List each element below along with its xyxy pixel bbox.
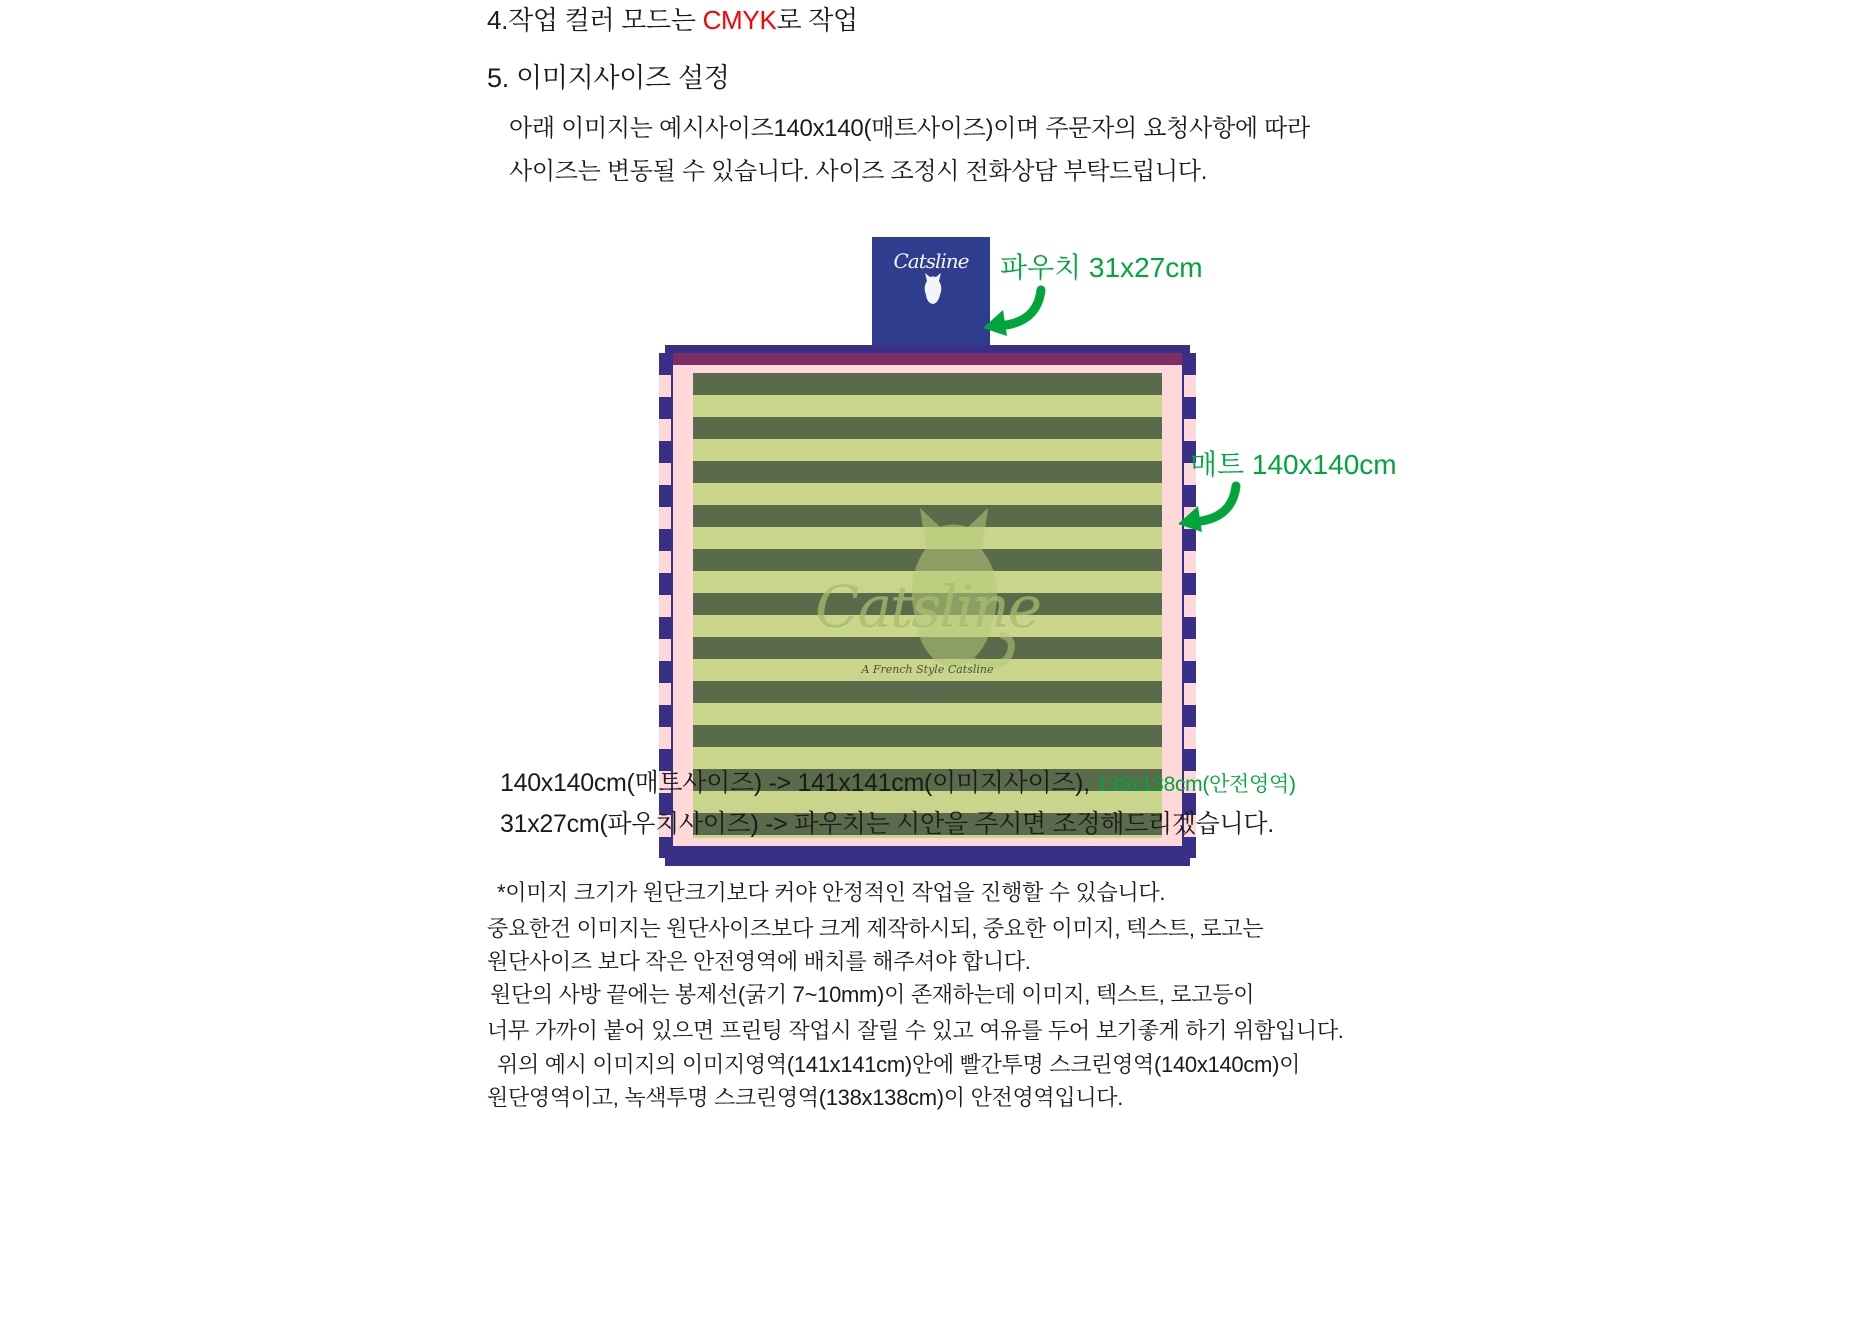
pouch-brand-logo: Catsline (893, 249, 969, 273)
note-line-1: *이미지 크기가 원단크기보다 커야 안정적인 작업을 진행할 수 있습니다. (497, 880, 1166, 905)
note-line-4: 원단의 사방 끝에는 봉제선(굵기 7~10mm)이 존재하는데 이미지, 텍스트, 로고등이 (490, 982, 1255, 1007)
arrow-to-pouch-icon (975, 284, 1047, 340)
size-line-mat-text: 140x140cm(매트사이즈) -> 141x141cm(이미지사이즈), (500, 769, 1097, 797)
note-line-6: 위의 예시 이미지의 이미지영역(141x141cm)안에 빨간투명 스크린영역(140x140cm)이 (497, 1052, 1301, 1077)
arrow-to-mat-icon (1170, 480, 1242, 536)
note-line-2: 중요한건 이미지는 원단사이즈보다 크게 제작하시되, 중요한 이미지, 텍스트, 로고는 (487, 916, 1264, 941)
size-line-mat (500, 763, 1296, 799)
item-4-highlight: CMYK (702, 5, 777, 35)
note-line-7: 원단영역이고, 녹색투명 스크린영역(138x138cm)이 안전영역입니다. (487, 1085, 1124, 1110)
size-line-safe-area: 138x138cm(안전영역) (1096, 773, 1296, 796)
instruction-item-5-desc-1: 아래 이미지는 예시사이즈140x140(매트사이즈)이며 주문자의 요청사항에 따라 (509, 115, 1310, 142)
item-4-suffix: 로 작업 (776, 5, 858, 35)
note-line-5: 너무 가까이 붙어 있으면 프린팅 작업시 잘릴 수 있고 여유를 두어 보기좋게 하기 위함입니다. (487, 1018, 1344, 1043)
mat-bottom-border-bar (673, 846, 1182, 858)
instruction-item-5-heading: 5. 이미지사이즈 설정 (487, 63, 730, 93)
cat-silhouette-icon (922, 271, 944, 305)
item-4-prefix: 4.작업 컬러 모드는 (487, 5, 703, 35)
instruction-item-4 (487, 0, 858, 37)
mat-brand-tagline: A French Style Catsline (861, 663, 994, 676)
note-line-3: 원단사이즈 보다 작은 안전영역에 배치를 해주셔야 합니다. (487, 949, 1031, 974)
callout-pouch-label: 파우치 31x27cm (1000, 252, 1203, 283)
size-line-pouch: 31x27cm(파우치사이즈) -> 파우치는 시안을 주시면 조정해드리겠습니다. (500, 810, 1274, 838)
mat-top-border-bar (673, 353, 1182, 365)
pouch-artwork (872, 237, 990, 353)
mat-brand-logo: Catsline (815, 573, 1040, 641)
instruction-item-5-desc-2: 사이즈는 변동될 수 있습니다. 사이즈 조정시 전화상담 부탁드립니다. (509, 158, 1208, 185)
callout-mat-label: 매트 140x140cm (1190, 449, 1397, 480)
